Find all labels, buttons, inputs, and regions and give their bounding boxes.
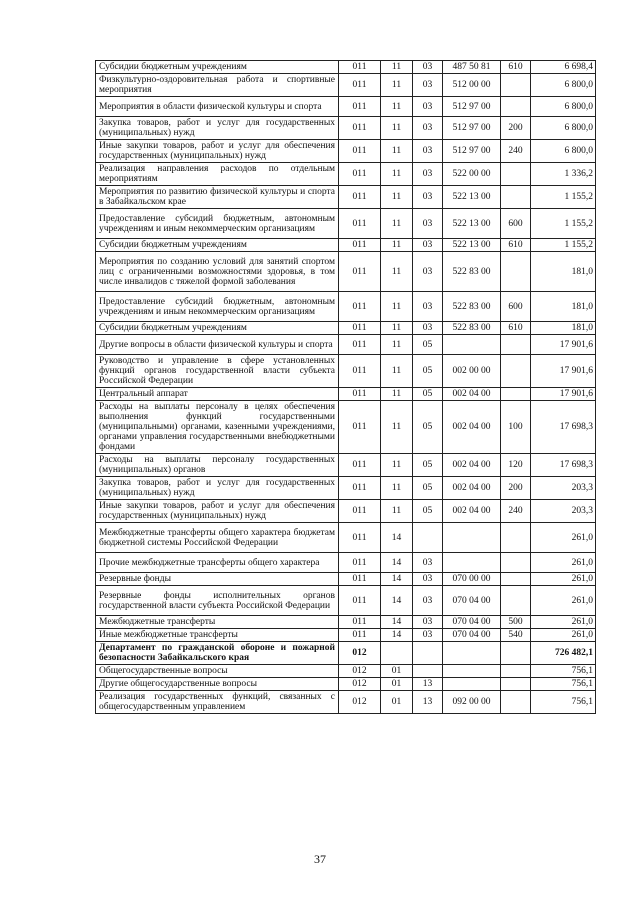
row-code-expense-type	[501, 74, 531, 97]
row-code-expense-type	[501, 678, 531, 691]
row-code-section: 14	[381, 586, 413, 616]
row-code-section: 11	[381, 252, 413, 292]
row-code-ministry: 011	[339, 401, 381, 454]
table-row	[96, 401, 596, 454]
row-code-subsection: 03	[413, 163, 443, 186]
row-name: Расходы на выплаты персоналу в целях обеспечения выполнения функций государственными (муниципальными) органами, казенными учреждениями, органами управления государственными внебюджетными фондами	[96, 401, 339, 454]
row-amount: 756,1	[531, 678, 596, 691]
row-code-expense-type: 610	[501, 239, 531, 252]
row-code-subsection: 05	[413, 401, 443, 454]
row-code-target	[443, 335, 501, 355]
row-name: Мероприятия по созданию условий для занятий спортом лиц с ограниченными возможностями здоровья, в том числе инвалидов с тяжелой формой заболевания	[96, 252, 339, 292]
row-code-target	[443, 642, 501, 665]
row-code-target: 092 00 00	[443, 691, 501, 714]
table-row	[96, 239, 596, 252]
row-code-expense-type	[501, 355, 531, 388]
row-amount: 17 901,6	[531, 388, 596, 401]
row-code-subsection	[413, 665, 443, 678]
row-code-expense-type	[501, 163, 531, 186]
row-code-section: 11	[381, 355, 413, 388]
row-code-section: 11	[381, 454, 413, 477]
row-code-target: 002 04 00	[443, 388, 501, 401]
row-code-expense-type	[501, 573, 531, 586]
row-name: Резервные фонды	[96, 573, 339, 586]
row-code-subsection: 03	[413, 97, 443, 117]
table-row	[96, 74, 596, 97]
row-amount: 17 901,6	[531, 335, 596, 355]
row-code-ministry: 011	[339, 252, 381, 292]
row-amount: 6 698,4	[531, 61, 596, 74]
row-name: Закупка товаров, работ и услуг для государственных (муниципальных) нужд	[96, 477, 339, 500]
row-code-subsection: 13	[413, 691, 443, 714]
row-code-expense-type	[501, 186, 531, 209]
row-code-section: 11	[381, 186, 413, 209]
row-amount: 756,1	[531, 691, 596, 714]
row-code-expense-type	[501, 335, 531, 355]
row-amount: 6 800,0	[531, 140, 596, 163]
table-row	[96, 335, 596, 355]
row-code-subsection: 03	[413, 209, 443, 239]
table-row	[96, 454, 596, 477]
row-code-subsection: 03	[413, 586, 443, 616]
row-code-expense-type	[501, 553, 531, 573]
table-row	[96, 97, 596, 117]
table-row	[96, 691, 596, 714]
row-name: Субсидии бюджетным учреждениям	[96, 61, 339, 74]
row-code-ministry: 011	[339, 74, 381, 97]
row-amount: 17 698,3	[531, 401, 596, 454]
row-code-expense-type: 120	[501, 454, 531, 477]
row-code-subsection: 03	[413, 322, 443, 335]
row-code-target: 522 13 00	[443, 239, 501, 252]
row-code-section: 11	[381, 209, 413, 239]
row-code-section: 11	[381, 335, 413, 355]
table-row	[96, 573, 596, 586]
row-amount: 6 800,0	[531, 117, 596, 140]
row-amount: 181,0	[531, 252, 596, 292]
table-row	[96, 500, 596, 523]
row-amount: 6 800,0	[531, 97, 596, 117]
row-code-section: 14	[381, 553, 413, 573]
table-row	[96, 553, 596, 573]
row-name: Прочие межбюджетные трансферты общего характера	[96, 553, 339, 573]
row-code-ministry: 011	[339, 239, 381, 252]
row-amount: 261,0	[531, 586, 596, 616]
row-code-subsection: 05	[413, 388, 443, 401]
row-code-ministry: 011	[339, 355, 381, 388]
row-name: Предоставление субсидий бюджетным, автономным учреждениям и иным некоммерческим организациям	[96, 209, 339, 239]
row-code-section: 14	[381, 573, 413, 586]
row-code-target: 512 97 00	[443, 140, 501, 163]
row-name: Реализация направления расходов по отдельным мероприятиям	[96, 163, 339, 186]
row-code-ministry: 012	[339, 678, 381, 691]
row-amount: 6 800,0	[531, 74, 596, 97]
row-name: Другие общегосударственные вопросы	[96, 678, 339, 691]
row-code-target: 002 04 00	[443, 477, 501, 500]
row-code-section: 14	[381, 629, 413, 642]
table-row	[96, 61, 596, 74]
row-code-section: 11	[381, 401, 413, 454]
budget-table	[95, 60, 596, 714]
row-amount: 261,0	[531, 616, 596, 629]
row-code-subsection: 03	[413, 117, 443, 140]
row-code-subsection: 05	[413, 355, 443, 388]
row-code-target: 512 00 00	[443, 74, 501, 97]
row-code-target: 002 04 00	[443, 454, 501, 477]
row-code-ministry: 011	[339, 388, 381, 401]
table-row	[96, 586, 596, 616]
row-code-ministry: 011	[339, 477, 381, 500]
row-code-subsection: 03	[413, 239, 443, 252]
row-code-expense-type: 200	[501, 117, 531, 140]
row-code-expense-type	[501, 665, 531, 678]
row-code-target	[443, 678, 501, 691]
row-code-target: 002 04 00	[443, 500, 501, 523]
row-code-target: 522 13 00	[443, 186, 501, 209]
row-code-section: 11	[381, 163, 413, 186]
row-code-section: 11	[381, 117, 413, 140]
row-code-target: 512 97 00	[443, 117, 501, 140]
row-amount: 17 698,3	[531, 454, 596, 477]
row-amount: 261,0	[531, 523, 596, 553]
row-amount: 726 482,1	[531, 642, 596, 665]
row-code-ministry: 012	[339, 642, 381, 665]
row-code-subsection	[413, 523, 443, 553]
table-row	[96, 642, 596, 665]
row-amount: 203,3	[531, 500, 596, 523]
row-name: Резервные фонды исполнительных органов государственной власти субъекта Российской Федерации	[96, 586, 339, 616]
row-code-expense-type: 240	[501, 140, 531, 163]
row-code-expense-type: 610	[501, 322, 531, 335]
row-code-section	[381, 642, 413, 665]
table-row	[96, 355, 596, 388]
row-code-ministry: 011	[339, 335, 381, 355]
row-code-subsection: 03	[413, 252, 443, 292]
row-code-subsection: 03	[413, 629, 443, 642]
row-code-ministry: 011	[339, 117, 381, 140]
row-code-expense-type	[501, 523, 531, 553]
row-code-target: 522 13 00	[443, 209, 501, 239]
row-code-target: 522 83 00	[443, 292, 501, 322]
row-name: Предоставление субсидий бюджетным, автономным учреждениям и иным некоммерческим организациям	[96, 292, 339, 322]
row-code-target: 522 83 00	[443, 322, 501, 335]
row-code-expense-type: 540	[501, 629, 531, 642]
row-amount: 261,0	[531, 573, 596, 586]
row-name: Закупка товаров, работ и услуг для государственных (муниципальных) нужд	[96, 117, 339, 140]
row-code-subsection: 03	[413, 573, 443, 586]
row-amount: 1 155,2	[531, 239, 596, 252]
row-code-target: 522 83 00	[443, 252, 501, 292]
row-code-section: 11	[381, 292, 413, 322]
row-code-ministry: 011	[339, 500, 381, 523]
row-code-ministry: 011	[339, 322, 381, 335]
row-name: Департамент по гражданской обороне и пожарной безопасности Забайкальского края	[96, 642, 339, 665]
row-name: Центральный аппарат	[96, 388, 339, 401]
row-code-expense-type: 500	[501, 616, 531, 629]
table-row	[96, 252, 596, 292]
budget-table-body	[96, 61, 596, 714]
row-amount: 181,0	[531, 292, 596, 322]
row-code-target: 002 00 00	[443, 355, 501, 388]
row-code-target: 070 04 00	[443, 586, 501, 616]
table-row	[96, 523, 596, 553]
row-code-section: 11	[381, 322, 413, 335]
row-code-subsection: 03	[413, 74, 443, 97]
table-row	[96, 140, 596, 163]
row-code-section: 11	[381, 140, 413, 163]
table-row	[96, 209, 596, 239]
row-code-section: 11	[381, 74, 413, 97]
row-code-expense-type: 610	[501, 61, 531, 74]
row-code-expense-type: 600	[501, 209, 531, 239]
row-code-subsection: 05	[413, 454, 443, 477]
table-row	[96, 665, 596, 678]
row-amount: 1 336,2	[531, 163, 596, 186]
row-code-section: 01	[381, 678, 413, 691]
row-name: Иные закупки товаров, работ и услуг для обеспечения государственных (муниципальных) нужд	[96, 500, 339, 523]
row-code-ministry: 011	[339, 209, 381, 239]
table-row	[96, 616, 596, 629]
row-code-subsection: 03	[413, 61, 443, 74]
row-name: Иные межбюджетные трансферты	[96, 629, 339, 642]
row-code-subsection: 03	[413, 616, 443, 629]
row-code-section: 11	[381, 61, 413, 74]
row-code-ministry: 011	[339, 616, 381, 629]
row-code-target: 070 00 00	[443, 573, 501, 586]
row-amount: 261,0	[531, 629, 596, 642]
row-code-subsection: 13	[413, 678, 443, 691]
row-code-ministry: 011	[339, 163, 381, 186]
row-code-expense-type: 100	[501, 401, 531, 454]
row-code-ministry: 011	[339, 61, 381, 74]
row-code-target: 512 97 00	[443, 97, 501, 117]
row-code-section: 11	[381, 388, 413, 401]
row-amount: 261,0	[531, 553, 596, 573]
row-code-target: 487 50 81	[443, 61, 501, 74]
row-code-expense-type: 200	[501, 477, 531, 500]
row-code-ministry: 011	[339, 186, 381, 209]
table-row	[96, 477, 596, 500]
row-name: Руководство и управление в сфере установленных функций органов государственной власти субъекта Российской Федерации	[96, 355, 339, 388]
row-amount: 203,3	[531, 477, 596, 500]
row-code-section: 14	[381, 523, 413, 553]
row-code-ministry: 011	[339, 523, 381, 553]
row-code-section: 11	[381, 97, 413, 117]
row-code-subsection: 03	[413, 292, 443, 322]
row-name: Расходы на выплаты персоналу государственных (муниципальных) органов	[96, 454, 339, 477]
table-row	[96, 629, 596, 642]
row-code-expense-type	[501, 388, 531, 401]
table-row	[96, 322, 596, 335]
row-amount: 756,1	[531, 665, 596, 678]
row-code-expense-type	[501, 642, 531, 665]
row-code-section: 01	[381, 691, 413, 714]
row-name: Мероприятия по развитию физической культуры и спорта в Забайкальском крае	[96, 186, 339, 209]
row-code-section: 14	[381, 616, 413, 629]
row-code-ministry: 011	[339, 292, 381, 322]
row-code-ministry: 012	[339, 665, 381, 678]
row-code-target: 522 00 00	[443, 163, 501, 186]
row-name: Мероприятия в области физической культуры и спорта	[96, 97, 339, 117]
row-code-expense-type: 240	[501, 500, 531, 523]
row-code-ministry: 011	[339, 454, 381, 477]
table-row	[96, 117, 596, 140]
row-amount: 17 901,6	[531, 355, 596, 388]
row-name: Субсидии бюджетным учреждениям	[96, 239, 339, 252]
row-code-subsection: 05	[413, 477, 443, 500]
row-code-ministry: 011	[339, 586, 381, 616]
row-code-ministry: 011	[339, 140, 381, 163]
row-code-subsection: 03	[413, 553, 443, 573]
row-code-ministry: 012	[339, 691, 381, 714]
table-row	[96, 163, 596, 186]
row-name: Межбюджетные трансферты общего характера бюджетам бюджетной системы Российской Федерации	[96, 523, 339, 553]
row-code-subsection	[413, 642, 443, 665]
row-code-expense-type	[501, 586, 531, 616]
page-number: 37	[314, 852, 326, 866]
row-code-target	[443, 523, 501, 553]
row-amount: 181,0	[531, 322, 596, 335]
row-code-ministry: 011	[339, 573, 381, 586]
row-name: Субсидии бюджетным учреждениям	[96, 322, 339, 335]
row-code-expense-type: 600	[501, 292, 531, 322]
row-code-expense-type	[501, 252, 531, 292]
row-name: Межбюджетные трансферты	[96, 616, 339, 629]
row-amount: 1 155,2	[531, 209, 596, 239]
row-code-subsection: 05	[413, 335, 443, 355]
row-code-section: 01	[381, 665, 413, 678]
row-code-section: 11	[381, 239, 413, 252]
row-code-ministry: 011	[339, 629, 381, 642]
row-name: Другие вопросы в области физической культуры и спорта	[96, 335, 339, 355]
row-amount: 1 155,2	[531, 186, 596, 209]
row-code-target: 070 04 00	[443, 629, 501, 642]
row-name: Иные закупки товаров, работ и услуг для обеспечения государственных (муниципальных) нужд	[96, 140, 339, 163]
row-code-expense-type	[501, 691, 531, 714]
row-code-ministry: 011	[339, 553, 381, 573]
row-code-subsection: 05	[413, 500, 443, 523]
table-row	[96, 292, 596, 322]
row-code-target	[443, 553, 501, 573]
row-code-ministry: 011	[339, 97, 381, 117]
row-code-subsection: 03	[413, 186, 443, 209]
row-code-expense-type	[501, 97, 531, 117]
row-code-target: 070 04 00	[443, 616, 501, 629]
row-code-target	[443, 665, 501, 678]
row-name: Физкультурно-оздоровительная работа и спортивные мероприятия	[96, 74, 339, 97]
table-row	[96, 388, 596, 401]
row-name: Реализация государственных функций, связанных с общегосударственным управлением	[96, 691, 339, 714]
table-row	[96, 678, 596, 691]
row-name: Общегосударственные вопросы	[96, 665, 339, 678]
row-code-target: 002 04 00	[443, 401, 501, 454]
row-code-section: 11	[381, 477, 413, 500]
table-row	[96, 186, 596, 209]
row-code-subsection: 03	[413, 140, 443, 163]
row-code-section: 11	[381, 500, 413, 523]
